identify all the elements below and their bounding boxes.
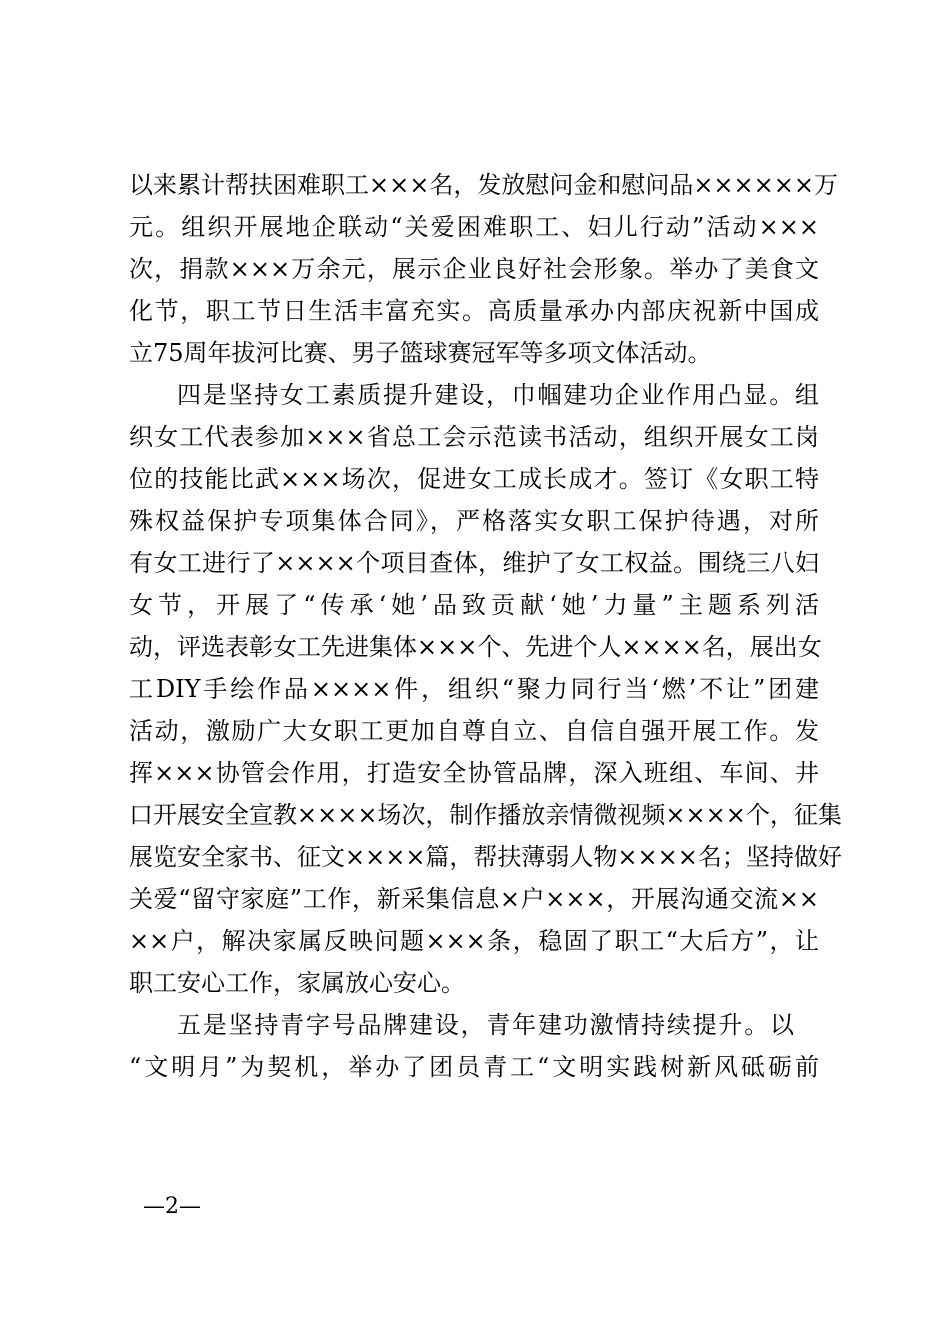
text-line: 化节，职工节日生活丰富充实。高质量承办内部庆祝新中国成 [129, 297, 819, 325]
text-line: 有女工进行了××××个项目查体，维护了女工权益。围绕三八妇 [129, 549, 819, 577]
text-line: 以来累计帮扶困难职工×××名，发放慰问金和慰问品××××××万 [129, 171, 838, 199]
text-line: 动，评选表彰女工先进集体×××个、先进个人××××名，展出女 [129, 633, 822, 661]
paragraph-start-line: 五是坚持青字号品牌建设，青年建功激情持续提升。以 [177, 1011, 794, 1039]
text-line: “文明月”为契机，举办了团员青工“文明实践树新风砥砺前 [129, 1053, 819, 1081]
text-line: 织女工代表参加×××省总工会示范读书活动，组织开展女工岗 [129, 423, 819, 451]
text-line: 位的技能比武×××场次，促进女工成长成才。签订《女职工特 [129, 465, 819, 493]
text-line: 挥×××协管会作用，打造安全协管品牌，深入班组、车间、井 [129, 759, 819, 787]
text-line: 女节，开展了“传承‘她’品致贡献‘她’力量”主题系列活 [129, 591, 819, 619]
text-line: 次，捐款×××万余元，展示企业良好社会形象。举办了美食文 [129, 255, 819, 283]
text-line: 元。组织开展地企联动“关爱困难职工、妇儿行动”活动××× [129, 213, 819, 241]
paragraph-start-line: 四是坚持女工素质提升建设，巾帼建功企业作用凸显。组 [177, 381, 819, 409]
text-line: 活动，激励广大女职工更加自尊自立、自信自强开展工作。发 [129, 717, 819, 745]
text-line: ××户，解决家属反映问题×××条，稳固了职工“大后方”，让 [129, 927, 819, 955]
text-line: 工DIY手绘作品××××件，组织“聚力同行当‘燃’不让”团建 [129, 675, 819, 703]
text-line: 职工安心工作，家属放心安心。 [129, 969, 465, 997]
page-number: —2— [143, 1194, 201, 1219]
text-line: 立75周年拔河比赛、男子篮球赛冠军等多项文体活动。 [129, 339, 712, 367]
text-line: 展览安全家书、征文××××篇，帮扶薄弱人物××××名；坚持做好 [129, 843, 842, 871]
text-line: 关爱“留守家庭”工作，新采集信息×户×××，开展沟通交流×× [129, 885, 819, 913]
text-line: 口开展安全宣教××××场次，制作播放亲情微视频××××个，征集 [129, 801, 842, 829]
text-line: 殊权益保护专项集体合同》，严格落实女职工保护待遇，对所 [129, 507, 819, 535]
